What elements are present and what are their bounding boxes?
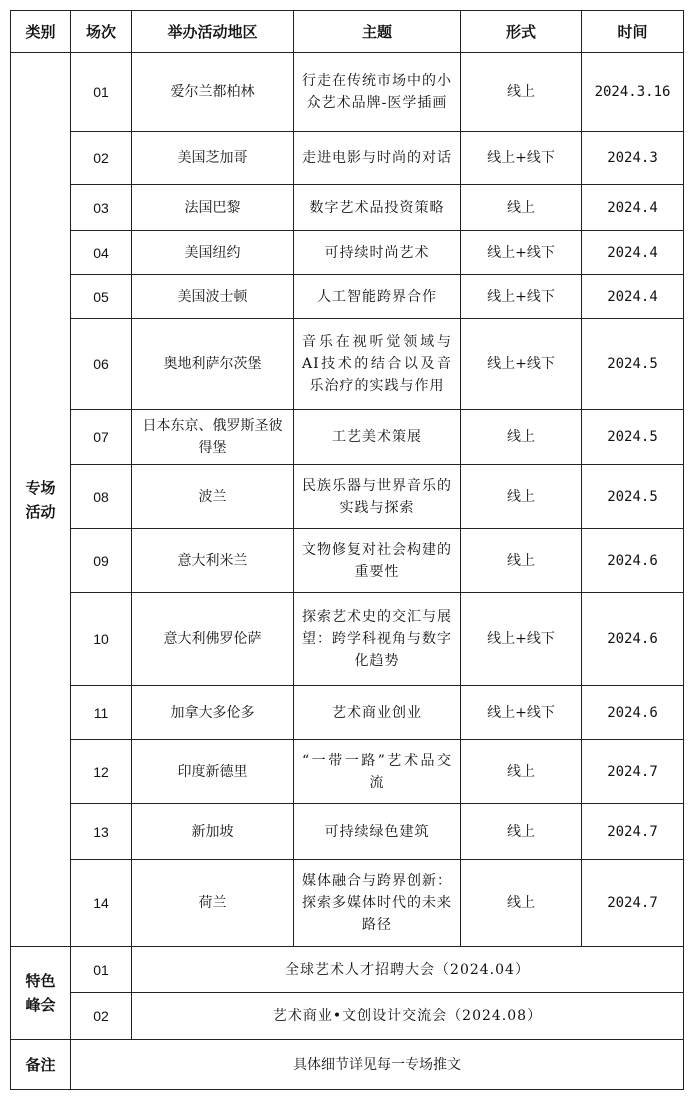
summit-content-cell: 全球艺术人才招聘大会（2024.04）: [132, 947, 684, 993]
format-cell: 线上: [461, 529, 582, 593]
session-cell: 03: [71, 185, 132, 231]
header-time: 时间: [582, 11, 684, 53]
note-content: 具体细节详见每一专场推文: [71, 1040, 684, 1090]
summit-row: [11, 993, 684, 1040]
table-row: [11, 231, 684, 275]
region-cell: 印度新德里: [132, 740, 294, 804]
time-cell: 2024.6: [582, 686, 684, 740]
table-row: [11, 275, 684, 319]
region-cell: 奥地利萨尔茨堡: [132, 319, 294, 410]
time-cell: 2024.3.16: [582, 53, 684, 132]
format-cell: 线上+线下: [461, 319, 582, 410]
session-cell: 12: [71, 740, 132, 804]
summit-body: [11, 947, 684, 1040]
format-cell: 线上: [461, 53, 582, 132]
table-row: [11, 410, 684, 465]
time-cell: 2024.5: [582, 319, 684, 410]
time-cell: 2024.6: [582, 593, 684, 686]
session-cell: 09: [71, 529, 132, 593]
summit-content-cell: 艺术商业•文创设计交流会（2024.08）: [132, 993, 684, 1040]
topic-cell: 工艺美术策展: [294, 410, 461, 465]
region-cell: 新加坡: [132, 804, 294, 860]
session-cell: 04: [71, 231, 132, 275]
topic-cell: 数字艺术品投资策略: [294, 185, 461, 231]
session-cell: 02: [71, 132, 132, 185]
time-cell: 2024.7: [582, 740, 684, 804]
topic-cell: 民族乐器与世界音乐的实践与探索: [294, 465, 461, 529]
header-session: 场次: [71, 11, 132, 53]
session-cell: 14: [71, 860, 132, 947]
session-cell: 08: [71, 465, 132, 529]
time-cell: 2024.6: [582, 529, 684, 593]
format-cell: 线上+线下: [461, 593, 582, 686]
session-cell: 13: [71, 804, 132, 860]
time-cell: 2024.5: [582, 410, 684, 465]
topic-cell: 可持续绿色建筑: [294, 804, 461, 860]
region-cell: 美国波士顿: [132, 275, 294, 319]
session-cell: 07: [71, 410, 132, 465]
table-row: [11, 465, 684, 529]
note-category: 备注: [11, 1040, 71, 1090]
topic-cell: 可持续时尚艺术: [294, 231, 461, 275]
region-cell: 美国纽约: [132, 231, 294, 275]
time-cell: 2024.4: [582, 185, 684, 231]
time-cell: 2024.4: [582, 231, 684, 275]
time-cell: 2024.7: [582, 804, 684, 860]
topic-cell: 行走在传统市场中的小众艺术品牌-医学插画: [294, 53, 461, 132]
session-cell: 06: [71, 319, 132, 410]
table-row: [11, 804, 684, 860]
format-cell: 线上: [461, 860, 582, 947]
region-cell: 日本东京、俄罗斯圣彼得堡: [132, 410, 294, 465]
session-cell: 10: [71, 593, 132, 686]
summit-session-cell: 01: [71, 947, 132, 993]
topic-cell: “一带一路”艺术品交流: [294, 740, 461, 804]
time-cell: 2024.4: [582, 275, 684, 319]
time-cell: 2024.7: [582, 860, 684, 947]
time-cell: 2024.5: [582, 465, 684, 529]
table-row: [11, 185, 684, 231]
summit-category: 特色峰会: [11, 947, 71, 1040]
format-cell: 线上: [461, 185, 582, 231]
note-body: [11, 1040, 684, 1090]
format-cell: 线上: [461, 410, 582, 465]
region-cell: 法国巴黎: [132, 185, 294, 231]
region-cell: 爱尔兰都柏林: [132, 53, 294, 132]
header-region: 举办活动地区: [132, 11, 294, 53]
table-row: [11, 53, 684, 132]
special-events-body: [11, 53, 684, 947]
table-row: [11, 740, 684, 804]
topic-cell: 探索艺术史的交汇与展望：跨学科视角与数字化趋势: [294, 593, 461, 686]
topic-cell: 文物修复对社会构建的重要性: [294, 529, 461, 593]
summit-session-cell: 02: [71, 993, 132, 1040]
format-cell: 线上+线下: [461, 231, 582, 275]
event-schedule-table: [10, 10, 684, 1090]
format-cell: 线上+线下: [461, 275, 582, 319]
topic-cell: 音乐在视听觉领域与AI技术的结合以及音乐治疗的实践与作用: [294, 319, 461, 410]
region-cell: 加拿大多伦多: [132, 686, 294, 740]
session-cell: 05: [71, 275, 132, 319]
table-row: [11, 529, 684, 593]
table-row: [11, 132, 684, 185]
table-row: [11, 593, 684, 686]
region-cell: 美国芝加哥: [132, 132, 294, 185]
region-cell: 荷兰: [132, 860, 294, 947]
topic-cell: 人工智能跨界合作: [294, 275, 461, 319]
topic-cell: 艺术商业创业: [294, 686, 461, 740]
session-cell: 11: [71, 686, 132, 740]
format-cell: 线上: [461, 804, 582, 860]
header-category: 类别: [11, 11, 71, 53]
topic-cell: 媒体融合与跨界创新：探索多媒体时代的未来路径: [294, 860, 461, 947]
format-cell: 线上: [461, 465, 582, 529]
table-row: [11, 860, 684, 947]
session-cell: 01: [71, 53, 132, 132]
summit-row: [11, 947, 684, 993]
time-cell: 2024.3: [582, 132, 684, 185]
table-row: [11, 319, 684, 410]
header-topic: 主题: [294, 11, 461, 53]
header-row: [11, 11, 684, 53]
format-cell: 线上+线下: [461, 132, 582, 185]
special-category: 专场活动: [11, 53, 71, 947]
format-cell: 线上+线下: [461, 686, 582, 740]
format-cell: 线上: [461, 740, 582, 804]
region-cell: 意大利米兰: [132, 529, 294, 593]
header-format: 形式: [461, 11, 582, 53]
region-cell: 波兰: [132, 465, 294, 529]
region-cell: 意大利佛罗伦萨: [132, 593, 294, 686]
topic-cell: 走进电影与时尚的对话: [294, 132, 461, 185]
note-row: [11, 1040, 684, 1090]
table-row: [11, 686, 684, 740]
